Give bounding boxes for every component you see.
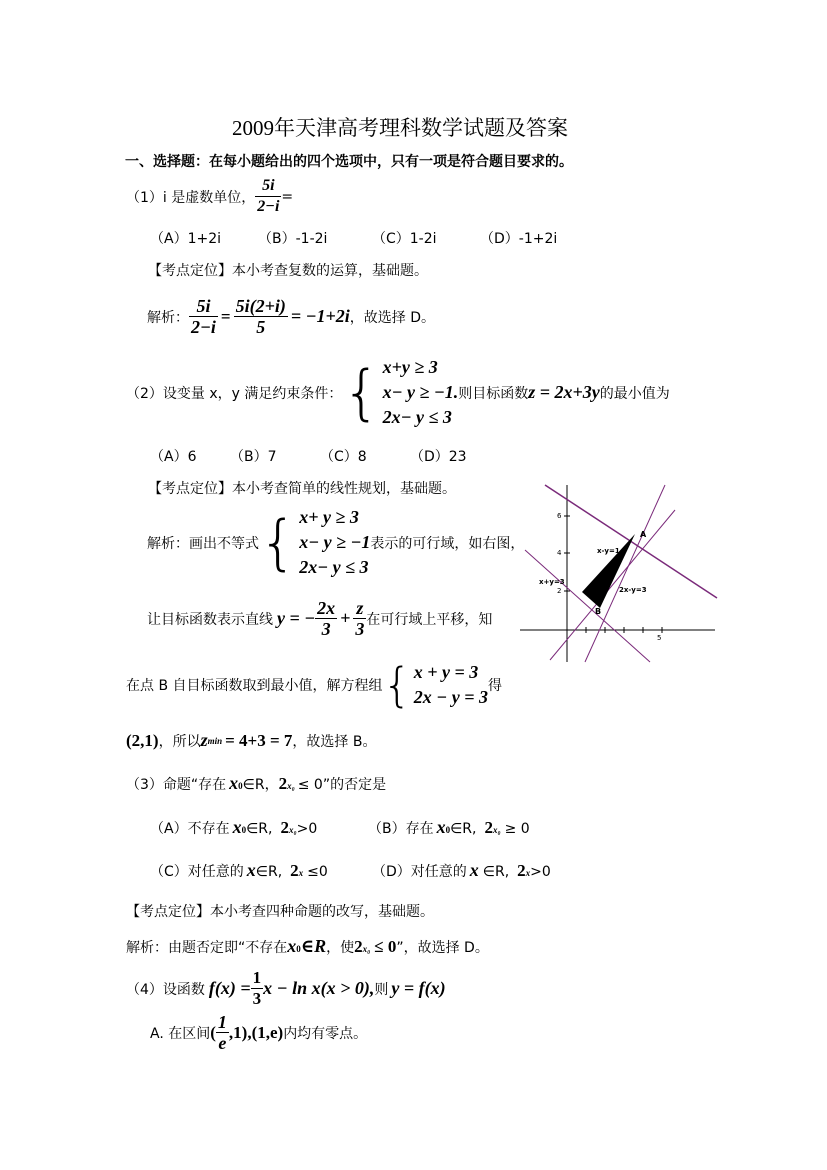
q2-res-mid: ，所以 [158, 733, 201, 750]
q2-res-eq: = 4+3 = 7 [225, 730, 293, 750]
q4-yfx: y = f(x) [391, 978, 446, 998]
q3-opt-d-label: （D）对任意的 [372, 864, 467, 880]
q4-opta-frac [216, 1012, 229, 1053]
question-1 [126, 176, 293, 217]
q4-opta-f-num: 1 [217, 1012, 227, 1032]
graph-label-point-b: B [595, 607, 602, 616]
q2-pt-eq-2: 2x − y = 3 [413, 687, 488, 707]
q3-option-a [150, 817, 317, 838]
q2-constraint-3: 2x− y ≤ 3 [382, 407, 452, 427]
section-heading: 一、选择题：在每小题给出的四个选项中，只有一项是符合题目要求的。 [125, 154, 573, 170]
q1-option-b: （B）-1-2i [258, 231, 328, 247]
q2-res-point: (2,1) [126, 730, 159, 750]
q3-opt-b-var: x [436, 817, 446, 837]
q3-sol-end: ”，故选择 D。 [396, 940, 489, 956]
q2-end: 的最小值为 [599, 385, 670, 402]
q3-option-b [368, 817, 530, 838]
q3-opt-b-label: （B）存在 [368, 821, 434, 837]
q2-line-pre: 让目标函数表示直线 [147, 611, 273, 628]
q4-opta-pre: A. 在区间 [150, 1025, 211, 1042]
q4-rest: x − ln x(x > 0), [263, 978, 375, 998]
q4-frac-num: 1 [252, 968, 262, 987]
q2-pt-eq-1: x + y = 3 [413, 662, 479, 682]
q3-opt-a-rel: >0 [296, 821, 318, 837]
q2-line-y: y = − [277, 608, 316, 628]
q2-line-plus: + [340, 608, 351, 628]
q1-option-d: （D）-1+2i [480, 231, 558, 247]
q3-opt-c-tail: ∈R, [255, 864, 283, 880]
q2-line-f1-den: 3 [321, 619, 331, 639]
q3-stem-mid: ∈R， [242, 777, 279, 793]
q2-point: 【考点定位】本小考查简单的线性规划，基础题。 [148, 481, 456, 497]
q3-opt-d-exp: x [525, 868, 531, 878]
q2-sol-after: 表示的可行域，如右图， [370, 535, 525, 552]
brace-icon: { [342, 357, 381, 428]
q2-res-sub: min [207, 735, 223, 746]
q3-sol-mid2: ，使 [326, 940, 355, 956]
q3-point: 【考点定位】本小考查四种命题的改写，基础题。 [126, 904, 434, 920]
q4-opta-f-den: e [218, 1033, 227, 1053]
q1-sol-prefix: 解析： [147, 309, 189, 326]
q2-sol-constraint-1: x+ y ≥ 3 [299, 507, 359, 527]
q1-fraction [255, 176, 281, 217]
q3-opt-b-exp: x₀ [492, 825, 501, 835]
q2-objective: z = 2x+3y [528, 382, 600, 402]
q3-opt-a-pow: 2 [280, 818, 289, 837]
q2-solution [147, 505, 524, 580]
q2-mid: 则目标函数 [458, 385, 529, 402]
q3-sol-pow: 2 [354, 937, 363, 956]
q2-option-b: （B）7 [230, 449, 277, 465]
q3-opt-a-exp: x₀ [288, 825, 297, 835]
q3-sol-pre: 解析：由题否定即“不存在 [126, 940, 288, 956]
q1-sol-end: ，故选择 D。 [349, 309, 436, 326]
q1-point: 【考点定位】本小考查复数的运算，基础题。 [148, 263, 428, 279]
q3-opt-a-tail: ∈R, [246, 821, 273, 837]
q3-opt-c-var: x [246, 860, 256, 880]
q3-opt-a-var: x [232, 817, 242, 837]
q2-line-text [147, 598, 492, 639]
feasible-region [582, 534, 635, 608]
q2-option-d: （D）23 [410, 449, 467, 465]
q3-x0-sub: 0 [238, 781, 243, 791]
q3-opt-b-rel: ≥ 0 [504, 821, 530, 837]
q2-option-c: （C）8 [320, 449, 367, 465]
q3-opt-b-sub: 0 [445, 825, 451, 835]
q3-opt-d-pow: 2 [517, 861, 526, 880]
q3-opt-b-tail: ∈R, [450, 821, 477, 837]
graph-label-x-minus-y: x-y=1 [597, 547, 620, 555]
q3-sol-mid: ∈R [300, 936, 327, 956]
q2-line-post: 在可行域上平移，知 [366, 611, 493, 628]
question-4 [126, 968, 446, 1009]
q1-option-c: （C）1-2i [372, 231, 437, 247]
q4-fx: f(x) = [208, 978, 251, 998]
q3-opt-d-tail: ∈R, [482, 864, 510, 880]
q3-opt-c-rel: ≤0 [307, 864, 328, 880]
q2-constraint-system [342, 355, 458, 430]
page-title: 2009年天津高考理科数学试题及答案 [232, 116, 568, 140]
graph-label-4: 4 [557, 549, 562, 557]
q3-x0: x [229, 773, 239, 793]
q2-constraint-2: x− y ≥ −1. [382, 382, 459, 402]
q2-sol-constraint-3: 2x− y ≤ 3 [299, 557, 369, 577]
q3-opt-c-label: （C）对任意的 [150, 864, 244, 880]
q2-pt-system [383, 660, 488, 710]
q1-sol-rest: = −1+2i [290, 306, 350, 326]
graph-label-2x-minus-y: 2x-y=3 [619, 586, 647, 594]
q2-line-frac2 [353, 598, 366, 639]
q3-pow-exp: x₀ [287, 781, 295, 791]
q4-frac [251, 968, 264, 1009]
q1-equals: = [281, 188, 294, 205]
question-3 [126, 773, 386, 794]
q2-line-frac1 [315, 598, 337, 639]
graph-label-x-plus-y: x+y=3 [539, 578, 565, 586]
q3-sol-sub: 0 [296, 944, 301, 954]
q2-pt-pre: 在点 B 自目标函数取到最小值，解方程组 [126, 678, 383, 694]
line-x-plus-y-3 [525, 550, 650, 662]
q2-res-end: ，故选择 B。 [292, 733, 377, 750]
q2-res-z: z [200, 730, 208, 750]
q3-option-c [150, 860, 328, 881]
q3-solution [126, 936, 489, 957]
graph-label-5: 5 [657, 634, 662, 642]
q3-opt-b-pow: 2 [484, 818, 493, 837]
q3-stem-end: ≤ 0”的否定是 [297, 777, 387, 793]
q2-sol-prefix: 解析：画出不等式 [147, 535, 259, 552]
q2-constraint-1: x+y ≥ 3 [382, 357, 438, 377]
q4-option-a [150, 1012, 367, 1053]
q3-pow: 2 [278, 774, 288, 793]
q4-stem-pre: （4）设函数 [126, 981, 205, 998]
q1-solution [147, 296, 435, 337]
brace-icon: { [382, 658, 412, 712]
graph-label-6: 6 [557, 512, 562, 520]
q4-frac-den: 3 [252, 989, 262, 1008]
graph-label-2: 2 [557, 587, 562, 595]
q1-frac-den: 2−i [257, 198, 280, 215]
q2-line-f2-num: z [353, 598, 366, 619]
q2-point-text [126, 660, 502, 710]
q1-sol-eq: = [220, 306, 231, 326]
q3-stem-pre: （3）命题“存在 [126, 777, 227, 793]
q3-opt-d-var: x [469, 860, 479, 880]
q2-line-f1-num: 2x [317, 598, 336, 618]
q3-opt-c-exp: x [298, 868, 304, 878]
q3-sol-rel: ≤ 0 [374, 937, 397, 956]
q3-opt-c-pow: 2 [290, 861, 299, 880]
q1-option-a: （A）1+2i [150, 231, 222, 247]
q4-opta-paren: ( [210, 1022, 216, 1042]
q1-stem: （1）i 是虚数单位， [126, 189, 256, 206]
q3-opt-d-rel: >0 [530, 864, 551, 880]
q3-sol-exp: x₀ [362, 944, 371, 954]
q3-opt-a-label: （A）不存在 [150, 821, 230, 837]
question-2 [126, 355, 670, 430]
line-2x-minus-y-3 [585, 485, 665, 662]
q1-sol-f2-num: 5i(2+i) [235, 296, 286, 316]
q1-sol-f2-den: 5 [256, 317, 266, 337]
q3-option-d [372, 860, 551, 881]
q1-sol-frac2 [234, 296, 288, 337]
q3-opt-a-sub: 0 [241, 825, 247, 835]
q2-result [126, 730, 376, 751]
brace-icon: { [259, 507, 298, 578]
q1-sol-f1-num: 5i [189, 296, 218, 317]
q4-then: 则 [374, 981, 389, 998]
graph-label-point-a: A [640, 530, 647, 539]
q1-sol-frac1 [189, 296, 218, 337]
q2-line-f2-den: 3 [355, 619, 365, 639]
q2-stem: （2）设变量 x，y 满足约束条件： [126, 385, 343, 402]
q1-sol-f1-den: 2−i [191, 317, 216, 337]
q3-sol-var: x [287, 936, 297, 956]
q2-sol-constraint-2: x− y ≥ −1 [299, 532, 371, 552]
q2-pt-post: 得 [487, 678, 502, 694]
q1-frac-num: 5i [255, 176, 281, 197]
q2-sol-system [259, 505, 370, 580]
q4-opta-rest: ,1),(1,e) [228, 1022, 284, 1042]
q4-opta-end: 内均有零点。 [283, 1025, 368, 1042]
q2-option-a: （A）6 [150, 449, 197, 465]
feasible-region-graph [515, 480, 720, 665]
